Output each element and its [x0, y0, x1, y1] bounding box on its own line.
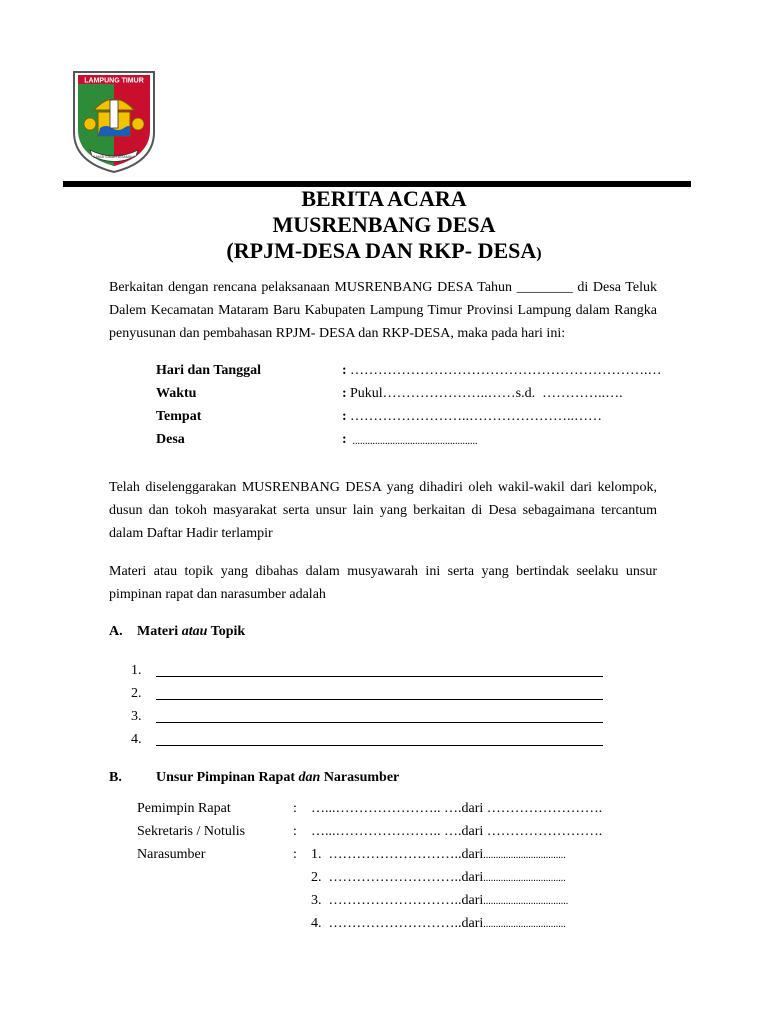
- topic-number: 3.: [131, 709, 142, 724]
- field-colon: :: [342, 409, 347, 424]
- field-label-waktu: Waktu: [156, 386, 197, 401]
- svg-text:SANGI SIMAH BISAMAHI: SANGI SIMAH BISAMAHI: [93, 155, 135, 159]
- narasumber-item: [311, 914, 566, 935]
- title-line-1: BERITA ACARA: [301, 186, 467, 211]
- value-pemimpin-rapat: …...………………….. ….dari …………………….: [311, 801, 603, 816]
- field-label-desa: Desa: [156, 432, 185, 447]
- field-value-desa: ..................................................: [350, 436, 478, 447]
- lampung-timur-emblem: [72, 70, 156, 174]
- field-colon: :: [342, 363, 347, 378]
- section-b-title-part1: Unsur Pimpinan Rapat: [156, 770, 299, 785]
- section-b-marker: B.: [109, 770, 122, 785]
- topic-blank-line: [156, 745, 603, 746]
- label-sekretaris-notulis: Sekretaris / Notulis: [137, 824, 246, 839]
- narasumber-number: 3.: [311, 893, 322, 908]
- topic-number: 1.: [131, 663, 142, 678]
- title-line-3-close: ): [536, 245, 542, 262]
- narasumber-dots: .................................: [483, 873, 566, 884]
- narasumber-number: 1.: [311, 847, 322, 862]
- label-pemimpin-rapat: Pemimpin Rapat: [137, 801, 231, 816]
- attendance-paragraph: Telah diselenggarakan MUSRENBANG DESA yang dihadiri oleh wakil-wakil dari kelompok, dusun dan tokoh masyarakat serta unsur lain yang berkaitan di Desa sebagaimana tercantum dalam Daftar Hadir terlampir: [109, 480, 657, 541]
- value-sekretaris-notulis: …...………………….. ….dari …………………….: [311, 824, 603, 839]
- narasumber-dots: ..................................: [483, 896, 569, 907]
- section-a-title-part1: Materi: [137, 624, 182, 639]
- field-colon: :: [342, 432, 347, 447]
- narasumber-value: ………………………..dari: [328, 870, 484, 885]
- topic-blank-line: [156, 722, 603, 723]
- narasumber-item: [311, 845, 566, 866]
- intro-paragraph: Berkaitan dengan rencana pelaksanaan MUSRENBANG DESA Tahun ________ di Desa Teluk Dalem Kecamatan Mataram Baru Kabupaten Lampung Timur Provinsi Lampung dalam Rangka penyusunan dan pembahasan RPJM- DESA dan RKP-DESA, maka pada hari ini:: [109, 280, 657, 341]
- topics-intro-paragraph: Materi atau topik yang dibahas dalam musyawarah ini serta yang bertindak seelaku unsur pimpinan rapat dan narasumber adalah: [109, 564, 657, 602]
- title-line-3-text: (RPJM-DESA DAN RKP- DESA: [226, 238, 537, 263]
- section-b-title: [156, 768, 399, 788]
- topic-blank-line: [156, 699, 603, 700]
- narasumber-value: ………………………..dari: [328, 893, 484, 908]
- section-b-title-italic: dan: [298, 770, 321, 785]
- narasumber-dots: .................................: [483, 850, 566, 861]
- row-colon: :: [293, 847, 297, 862]
- narasumber-value: ………………………..dari: [328, 847, 484, 862]
- title-line-3: [0, 239, 768, 266]
- field-label-hari-tanggal: Hari dan Tanggal: [156, 363, 262, 378]
- narasumber-number: 4.: [311, 916, 322, 931]
- topic-blank-line: [156, 676, 603, 677]
- topic-number: 4.: [131, 732, 142, 747]
- narasumber-item: [311, 891, 568, 912]
- narasumber-dots: .................................: [483, 919, 566, 930]
- field-colon: :: [342, 386, 347, 401]
- section-a-title: [137, 622, 245, 642]
- title-line-2: MUSRENBANG DESA: [272, 212, 496, 237]
- narasumber-value: ………………………..dari: [328, 916, 484, 931]
- field-value-waktu: Pukul…………………..……s.d. …………..….: [350, 386, 623, 401]
- section-a-title-italic: atau: [181, 624, 208, 639]
- section-b-title-part2: Narasumber: [320, 770, 400, 785]
- field-label-tempat: Tempat: [156, 409, 202, 424]
- narasumber-item: [311, 868, 566, 889]
- row-colon: :: [293, 801, 297, 816]
- row-colon: :: [293, 824, 297, 839]
- field-value-tempat: ……………………..…………………..……: [350, 409, 602, 424]
- section-a-title-part2: Topik: [207, 624, 246, 639]
- label-narasumber: Narasumber: [137, 847, 206, 862]
- topic-number: 2.: [131, 686, 142, 701]
- section-a-marker: A.: [109, 624, 123, 639]
- field-value-hari-tanggal: ……………………………………………………….…: [350, 363, 662, 378]
- narasumber-number: 2.: [311, 870, 322, 885]
- svg-text:LAMPUNG TIMUR: LAMPUNG TIMUR: [84, 77, 144, 85]
